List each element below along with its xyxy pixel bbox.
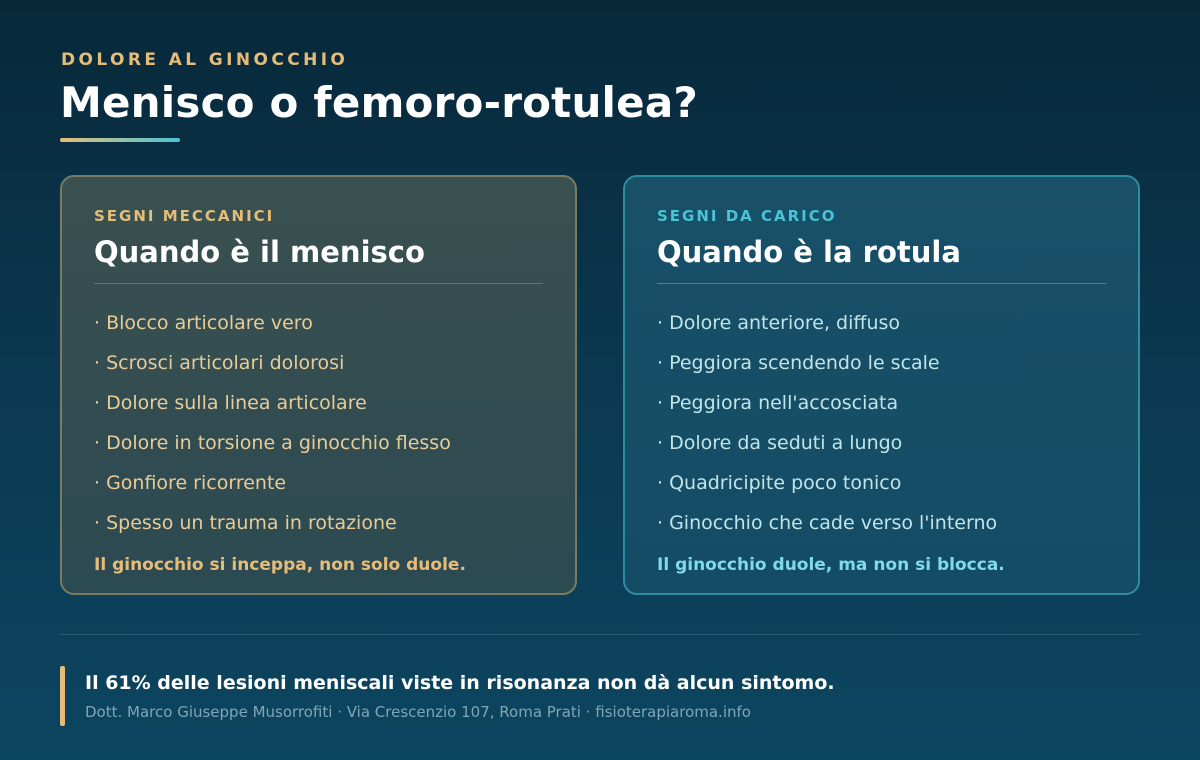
list-item: · Dolore in torsione a ginocchio flesso bbox=[94, 432, 451, 454]
symptom-list bbox=[94, 309, 451, 549]
list-item: · Scrosci articolari dolorosi bbox=[94, 352, 345, 374]
list-item: · Blocco articolare vero bbox=[94, 312, 313, 334]
card-title: Quando è il menisco bbox=[94, 235, 425, 269]
list-item: · Dolore da seduti a lungo bbox=[657, 432, 903, 454]
card-rotula bbox=[623, 175, 1140, 595]
card-note: Il ginocchio si inceppa, non solo duole. bbox=[94, 555, 466, 575]
quote-accent-bar bbox=[60, 666, 65, 726]
list-item: · Peggiora nell'accosciata bbox=[657, 392, 899, 414]
card-divider bbox=[657, 283, 1106, 284]
card-kicker: SEGNI MECCANICI bbox=[94, 207, 275, 225]
card-kicker: SEGNI DA CARICO bbox=[657, 207, 837, 225]
list-item: · Dolore anteriore, diffuso bbox=[657, 312, 901, 334]
list-item: · Dolore sulla linea articolare bbox=[94, 392, 367, 414]
eyebrow: DOLORE AL GINOCCHIO bbox=[61, 50, 349, 70]
symptom-list bbox=[657, 309, 997, 549]
card-title: Quando è la rotula bbox=[657, 235, 961, 269]
list-item: · Spesso un trauma in rotazione bbox=[94, 512, 397, 534]
title-underline bbox=[60, 138, 180, 142]
list-item: · Ginocchio che cade verso l'interno bbox=[657, 512, 998, 534]
page-title: Menisco o femoro-rotulea? bbox=[60, 78, 698, 127]
card-menisco bbox=[60, 175, 577, 595]
list-item: · Peggiora scendendo le scale bbox=[657, 352, 940, 374]
card-note: Il ginocchio duole, ma non si blocca. bbox=[657, 555, 1005, 575]
author-signature: Dott. Marco Giuseppe Musorrofiti · Via Crescenzio 107, Roma Prati · fisioterapiaroma.info bbox=[85, 703, 751, 721]
footer-divider bbox=[60, 634, 1140, 635]
list-item: · Quadricipite poco tonico bbox=[657, 472, 902, 494]
footer-quote: Il 61% delle lesioni meniscali viste in risonanza non dà alcun sintomo. bbox=[85, 672, 835, 694]
card-divider bbox=[94, 283, 543, 284]
list-item: · Gonfiore ricorrente bbox=[94, 472, 287, 494]
